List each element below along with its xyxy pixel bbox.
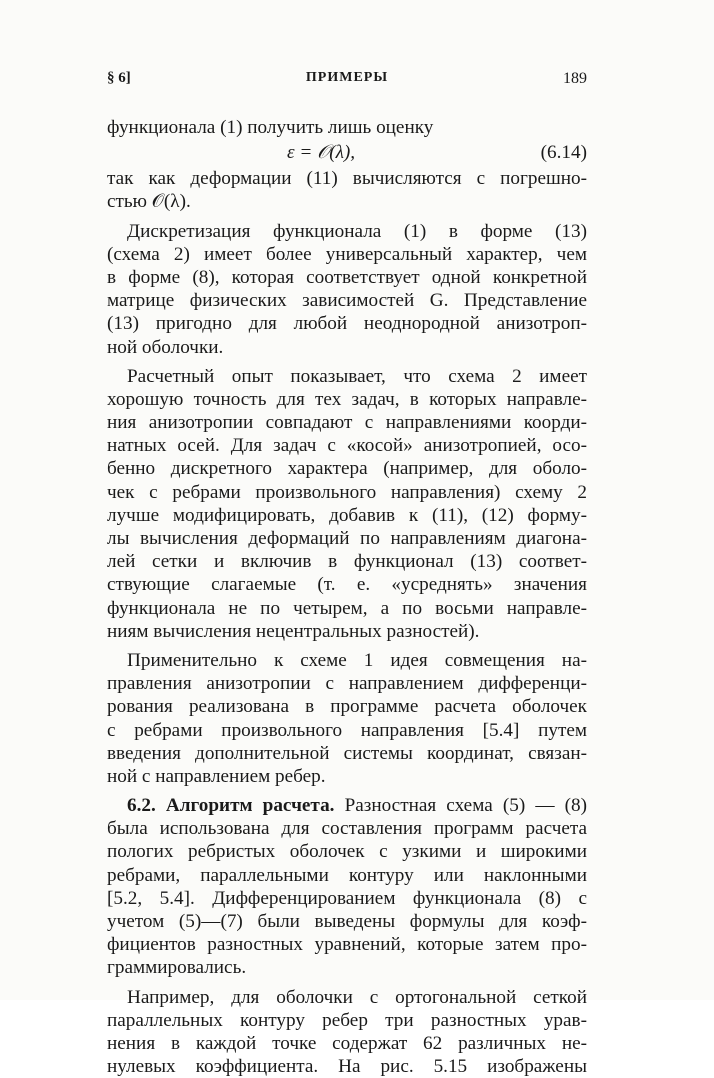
text-line: ствующие слагаемые (т. е. «усреднять» значения <box>107 574 587 596</box>
paragraph-6 <box>107 794 587 980</box>
text-line: Дискретизация функционала (1) в форме (13) <box>127 220 587 242</box>
text-line: граммировались. <box>107 957 247 979</box>
text-line: пологих ребристых оболочек с узкими и широкими <box>107 841 587 863</box>
text-line: рования реализована в программе расчета оболочек <box>107 696 587 718</box>
body-text <box>107 116 587 1078</box>
text-line: параллельных контуру ребер три разностных урав- <box>107 1009 587 1031</box>
text-line <box>107 794 587 817</box>
text-line: [5.2, 5.4]. Дифференцированием функционала (8) с <box>107 887 587 909</box>
paragraph-4 <box>107 365 587 643</box>
paragraph-1 <box>107 116 587 139</box>
text-line: была использована для составления программ расчета <box>107 818 587 840</box>
chapter-title: ПРИМЕРЫ <box>305 70 389 85</box>
text-line: нения в каждой точке содержат 62 различных не- <box>107 1032 587 1054</box>
text-line: матрице физических зависимостей G. Представление <box>107 290 587 312</box>
paragraph-2 <box>107 167 587 213</box>
paragraph-3 <box>107 220 587 359</box>
text-line: (13) пригодно для любой неоднородной анизотроп- <box>107 313 587 335</box>
text-line: хорошую точность для тех задач, в которых направле- <box>107 388 587 410</box>
text-line: функционала не по четырем, а по восьми направле- <box>107 597 587 619</box>
formula-expression: ε = 𝒪(λ), <box>287 142 356 164</box>
text-line: с ребрами произвольного направления [5.4] путем <box>107 719 587 741</box>
text-line: ниям вычисления нецентральных разностей). <box>107 620 480 642</box>
text-line: чек с ребрами произвольного направления) схему 2 <box>107 481 587 503</box>
text-line: натных осей. Для задач с «косой» анизотропией, осо- <box>107 435 587 457</box>
text-line: лучше модифицировать, добавив к (11), (12) форму- <box>107 504 587 526</box>
text-line: лы вычисления деформаций по направлениям диагона- <box>107 528 587 549</box>
text-line: функционала (1) получить лишь оценку <box>107 117 434 138</box>
text-line: ребрами, параллельными контуру или наклонными <box>107 864 587 886</box>
text-line: Расчетный опыт показывает, что схема 2 имеет <box>127 365 587 387</box>
formula-6-14 <box>107 141 587 167</box>
section-marker: § 6] <box>107 70 131 86</box>
text-line: ной оболочки. <box>107 336 224 358</box>
text-line: (схема 2) имеет более универсальный характер, чем <box>107 243 587 265</box>
text-line: правления анизотропии с направлением дифференци- <box>107 673 587 695</box>
text-line: Применительно к схеме 1 идея совмещения на- <box>127 649 587 671</box>
text-line: в форме (8), которая соответствует одной конкретной <box>107 266 587 288</box>
page-number: 189 <box>563 70 587 87</box>
text-line: фициентов разностных уравнений, которые затем про- <box>107 934 587 956</box>
text-line: так как деформации (11) вычисляются с погрешно- <box>107 168 587 190</box>
heading-line-rest: Разностная схема (5) — (8) <box>344 795 587 817</box>
running-head <box>107 70 587 94</box>
text-line: ния анизотропии совпадают с направлениями коорди- <box>107 412 587 434</box>
equation-number: (6.14) <box>540 142 587 164</box>
text-line: бенно дискретного характера (например, для оболо- <box>107 458 587 480</box>
text-line: Например, для оболочки с ортогональной сеткой <box>127 986 587 1008</box>
text-line: введения дополнительной системы координат, связан- <box>107 742 587 764</box>
text-line: лей сетки и включив в функционал (13) соответ- <box>107 551 587 573</box>
text-line: учетом (5)—(7) были выведены формулы для коэф- <box>107 911 587 932</box>
text-line: стью 𝒪(λ). <box>107 191 191 213</box>
text-line: ной с направлением ребер. <box>107 765 326 787</box>
paragraph-7 <box>107 986 587 1078</box>
paragraph-5 <box>107 649 587 788</box>
section-heading: 6.2. Алгоритм расчета. <box>127 795 335 817</box>
text-line: нулевых коэффициента. На рис. 5.15 изображены <box>107 1056 587 1078</box>
